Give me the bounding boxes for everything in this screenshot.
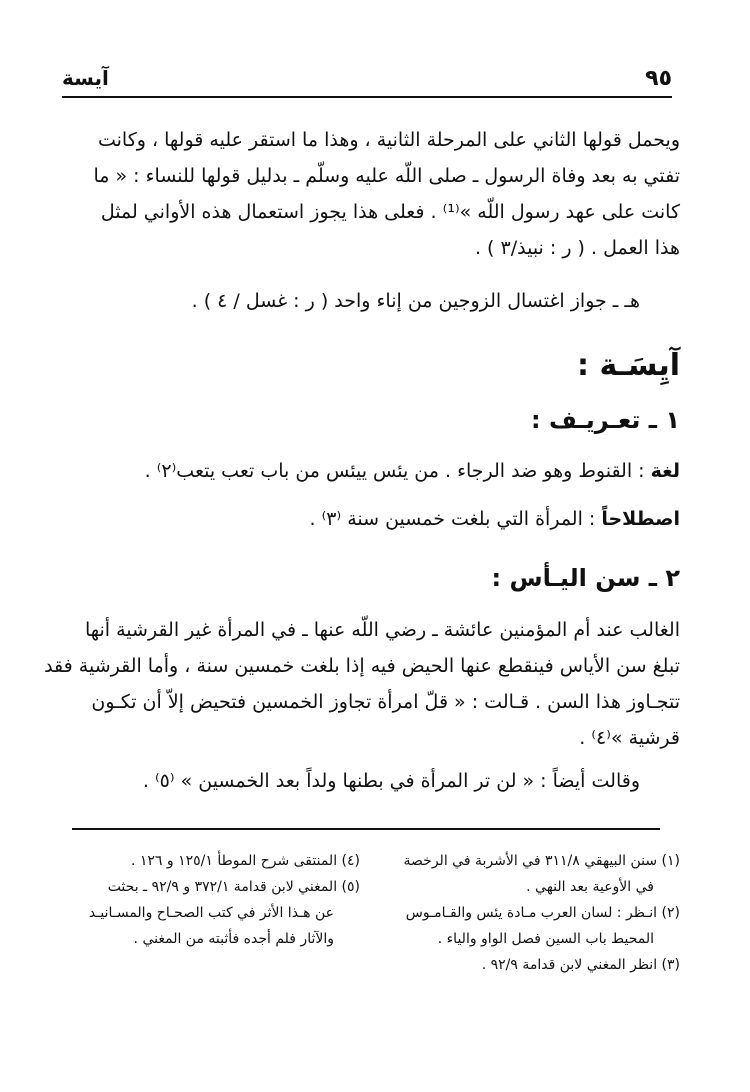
- paragraph-quote: وقالت أيضاً : « لن تر المرأة في بطنها ولداً بعد الخمسين » ⁽٥⁾ .: [142, 770, 640, 792]
- text-line: تفتي به بعد وفاة الرسول ـ صلى اللّه عليه وسلّم ـ بدليل قولها للنساء : « ما: [93, 165, 680, 187]
- text-line: كانت على عهد رسول اللّه »⁽¹⁾ . فعلى هذا يجوز استعمال هذه الأواني لمثل: [100, 201, 680, 223]
- footnotes-left-column: [70, 848, 360, 952]
- text-line: تبلغ سن الأياس فينقطع عنها الحيض فيه إذا بلغت خمسين سنة ، وأما القرشية فقد: [44, 655, 680, 677]
- text-line: الغالب عند أم المؤمنين عائشة ـ رضي اللّه عنها ـ في المرأة غير القرشية أنها: [84, 619, 680, 641]
- footnote-4: (٤) المنتقى شرح الموطأ ١٢٥/١ و ١٢٦ .: [130, 853, 360, 869]
- text-line: تتجـاوز هذا السن . قـالت : « قلّ امرأة تجاوز الخمسين فتحيض إلاّ أن تكـون: [91, 691, 680, 713]
- definition-technical: [310, 508, 680, 530]
- page-header: [62, 66, 672, 98]
- paragraph-age: [44, 612, 680, 756]
- section-title: آيِسَـة :: [577, 348, 680, 383]
- footnote-5-cont: والآثار فلم أجده فأثبته من المغني .: [133, 931, 334, 947]
- text-line: قرشية »⁽٤⁾ .: [579, 727, 680, 749]
- definition-text: : المرأة التي بلغت خمسين سنة ⁽٣⁾ .: [309, 508, 602, 530]
- page-number: ٩٥: [645, 66, 672, 91]
- footnote-1-cont: في الأوعية بعد النهي .: [526, 879, 654, 895]
- definition-linguistic: [145, 460, 680, 482]
- definition-text: : القنوط وهو ضد الرجاء . من يئس ييئس من باب تعب يتعب⁽٢⁾ .: [144, 460, 651, 482]
- subsection-age-title: ٢ ـ سن اليـأس :: [491, 564, 680, 592]
- footnote-5-cont: عن هـذا الأثر في كتب الصحـاح والمسـانيـد: [88, 905, 334, 921]
- text-line: هذا العمل . ( ر : نبيذ/٣ ) .: [474, 237, 680, 259]
- running-head: آيسة: [62, 66, 109, 90]
- footnote-divider: [72, 828, 660, 830]
- paragraph-intro: [72, 122, 680, 266]
- item-h: هـ ـ جواز اغتسال الزوجين من إناء واحد ( ر : غسل / ٤ ) .: [191, 290, 640, 312]
- text-line: ويحمل قولها الثاني على المرحلة الثانية ، وهذا ما استقر عليه قولها ، وكانت: [97, 129, 680, 151]
- footnotes-right-column: [390, 848, 680, 978]
- footnote-1: (١) سنن البيهقي ٣١١/٨ في الأشربة في الرخصة: [403, 853, 680, 869]
- subsection-definition-title: ١ ـ تعـريـف :: [530, 406, 680, 434]
- footnote-3: (٣) انظر المغني لابن قدامة ٩٢/٩ .: [481, 957, 680, 973]
- footnote-2: (٢) انـظر : لسان العرب مـادة يئس والقـامـوس: [405, 905, 680, 921]
- definition-label: اصطلاحاً: [601, 508, 680, 530]
- footnote-2-cont: المحيط باب السين فصل الواو والياء .: [437, 931, 654, 947]
- footnote-5: (٥) المغني لابن قدامة ٣٧٢/١ و ٩٢/٩ ـ بحثت: [107, 879, 360, 895]
- definition-label: لغة: [650, 460, 680, 482]
